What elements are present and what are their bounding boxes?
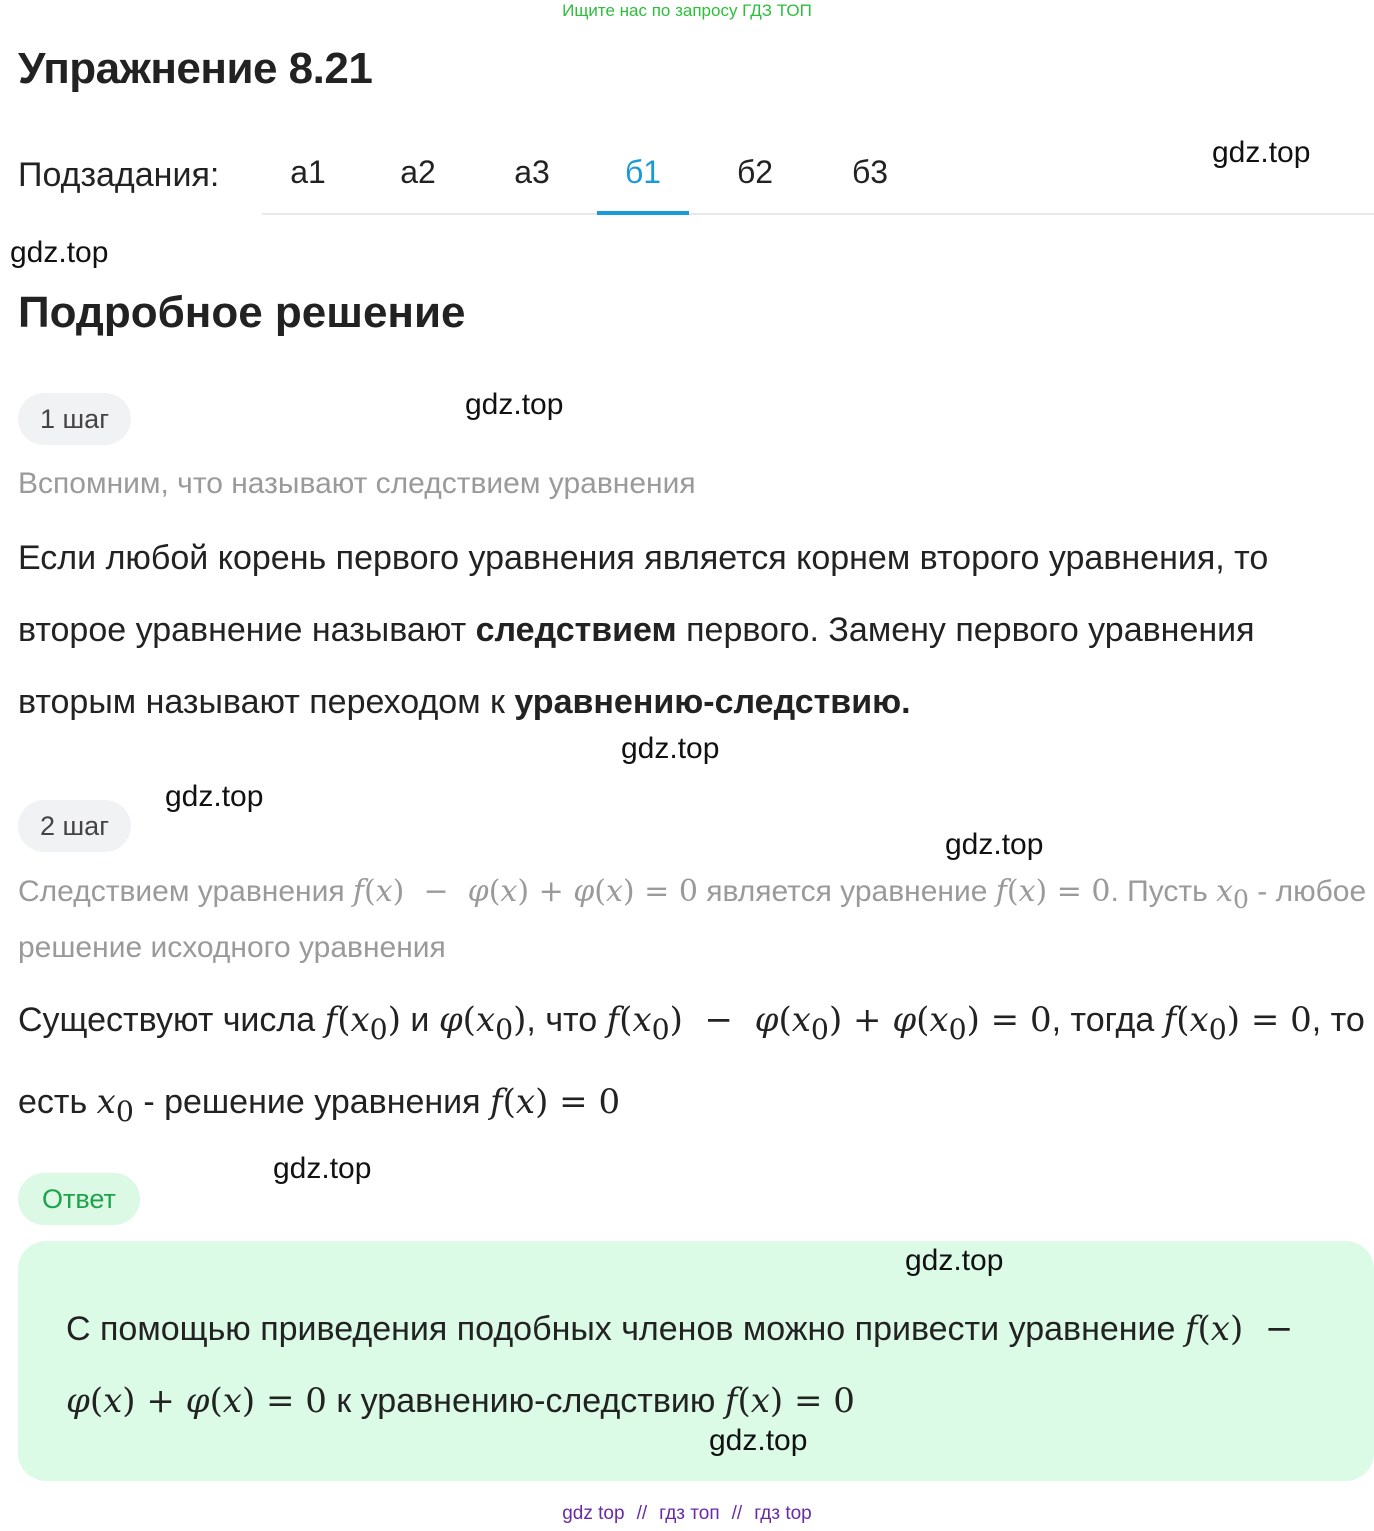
- tab-a1[interactable]: а1: [290, 154, 326, 190]
- step-1-hint: Вспомним, что называют следствием уравнения: [18, 467, 696, 500]
- top-banner: Ищите нас по запросу ГДЗ ТОП: [562, 1, 812, 20]
- footer-link[interactable]: гдз top: [754, 1503, 812, 1524]
- footer: [0, 1503, 1374, 1525]
- formula: f: [352, 874, 365, 909]
- tab-b3[interactable]: б3: [851, 154, 889, 190]
- subtasks-label: Подзадания:: [18, 156, 220, 194]
- tab-a2[interactable]: а2: [400, 154, 436, 190]
- footer-link[interactable]: гдз топ: [659, 1503, 720, 1524]
- watermark: gdz.top: [165, 780, 264, 813]
- step-1-text: Если любой корень первого уравнения является корнем второго уравнения, то второе уравнение называют следствием первого. Замену первого уравнения вторым называют переходом к уравнению-следствию.: [18, 539, 1269, 721]
- step-2-hint: Следствием уравнения f(x) − φ(x) + φ(x) = 0 является уравнение f(x) = 0. Пусть $x_0$ - любое решение исходного уравнения: [18, 874, 1367, 964]
- footer-link[interactable]: gdz top: [562, 1503, 625, 1524]
- tab-b1[interactable]: б1: [597, 154, 689, 216]
- tab-b2[interactable]: б2: [736, 154, 774, 190]
- watermark: gdz.top: [10, 236, 109, 269]
- section-title: Подробное решение: [18, 288, 466, 337]
- step-1-badge: 1 шаг: [18, 393, 131, 445]
- tab-a3[interactable]: а3: [514, 154, 550, 190]
- watermark: gdz.top: [273, 1152, 372, 1185]
- page-title: Упражнение 8.21: [18, 44, 373, 93]
- subtasks-bar: [18, 150, 1374, 216]
- watermark: gdz.top: [465, 388, 564, 421]
- step-2-badge: 2 шаг: [18, 800, 131, 852]
- answer-text: С помощью приведения подобных членов можно привести уравнение f(x) − φ(x) + φ(x) = 0 к уравнению-следствию f(x) = 0: [66, 1309, 1305, 1421]
- watermark: gdz.top: [709, 1424, 808, 1457]
- term-consequence: следствием: [475, 611, 677, 649]
- watermark: gdz.top: [945, 828, 1044, 861]
- watermark: gdz.top: [905, 1244, 1004, 1277]
- footer-separator: //: [636, 1503, 648, 1524]
- step-2-text: Существуют числа $f(x_0)$ и $\varphi(x_0)$, что $f(x_0) - \varphi(x_0) + \varphi(x_0) = 0$, тогда $f(x_0) = 0$, то есть $x_0$ - решение уравнения f(x) = 0: [18, 1000, 1365, 1128]
- term-consequence-equation: уравнению-следствию.: [514, 683, 911, 721]
- watermark: gdz.top: [621, 732, 720, 765]
- footer-separator: //: [731, 1503, 743, 1524]
- answer-badge: Ответ: [18, 1173, 140, 1225]
- watermark: gdz.top: [1212, 136, 1311, 169]
- answer-box: [18, 1241, 1374, 1481]
